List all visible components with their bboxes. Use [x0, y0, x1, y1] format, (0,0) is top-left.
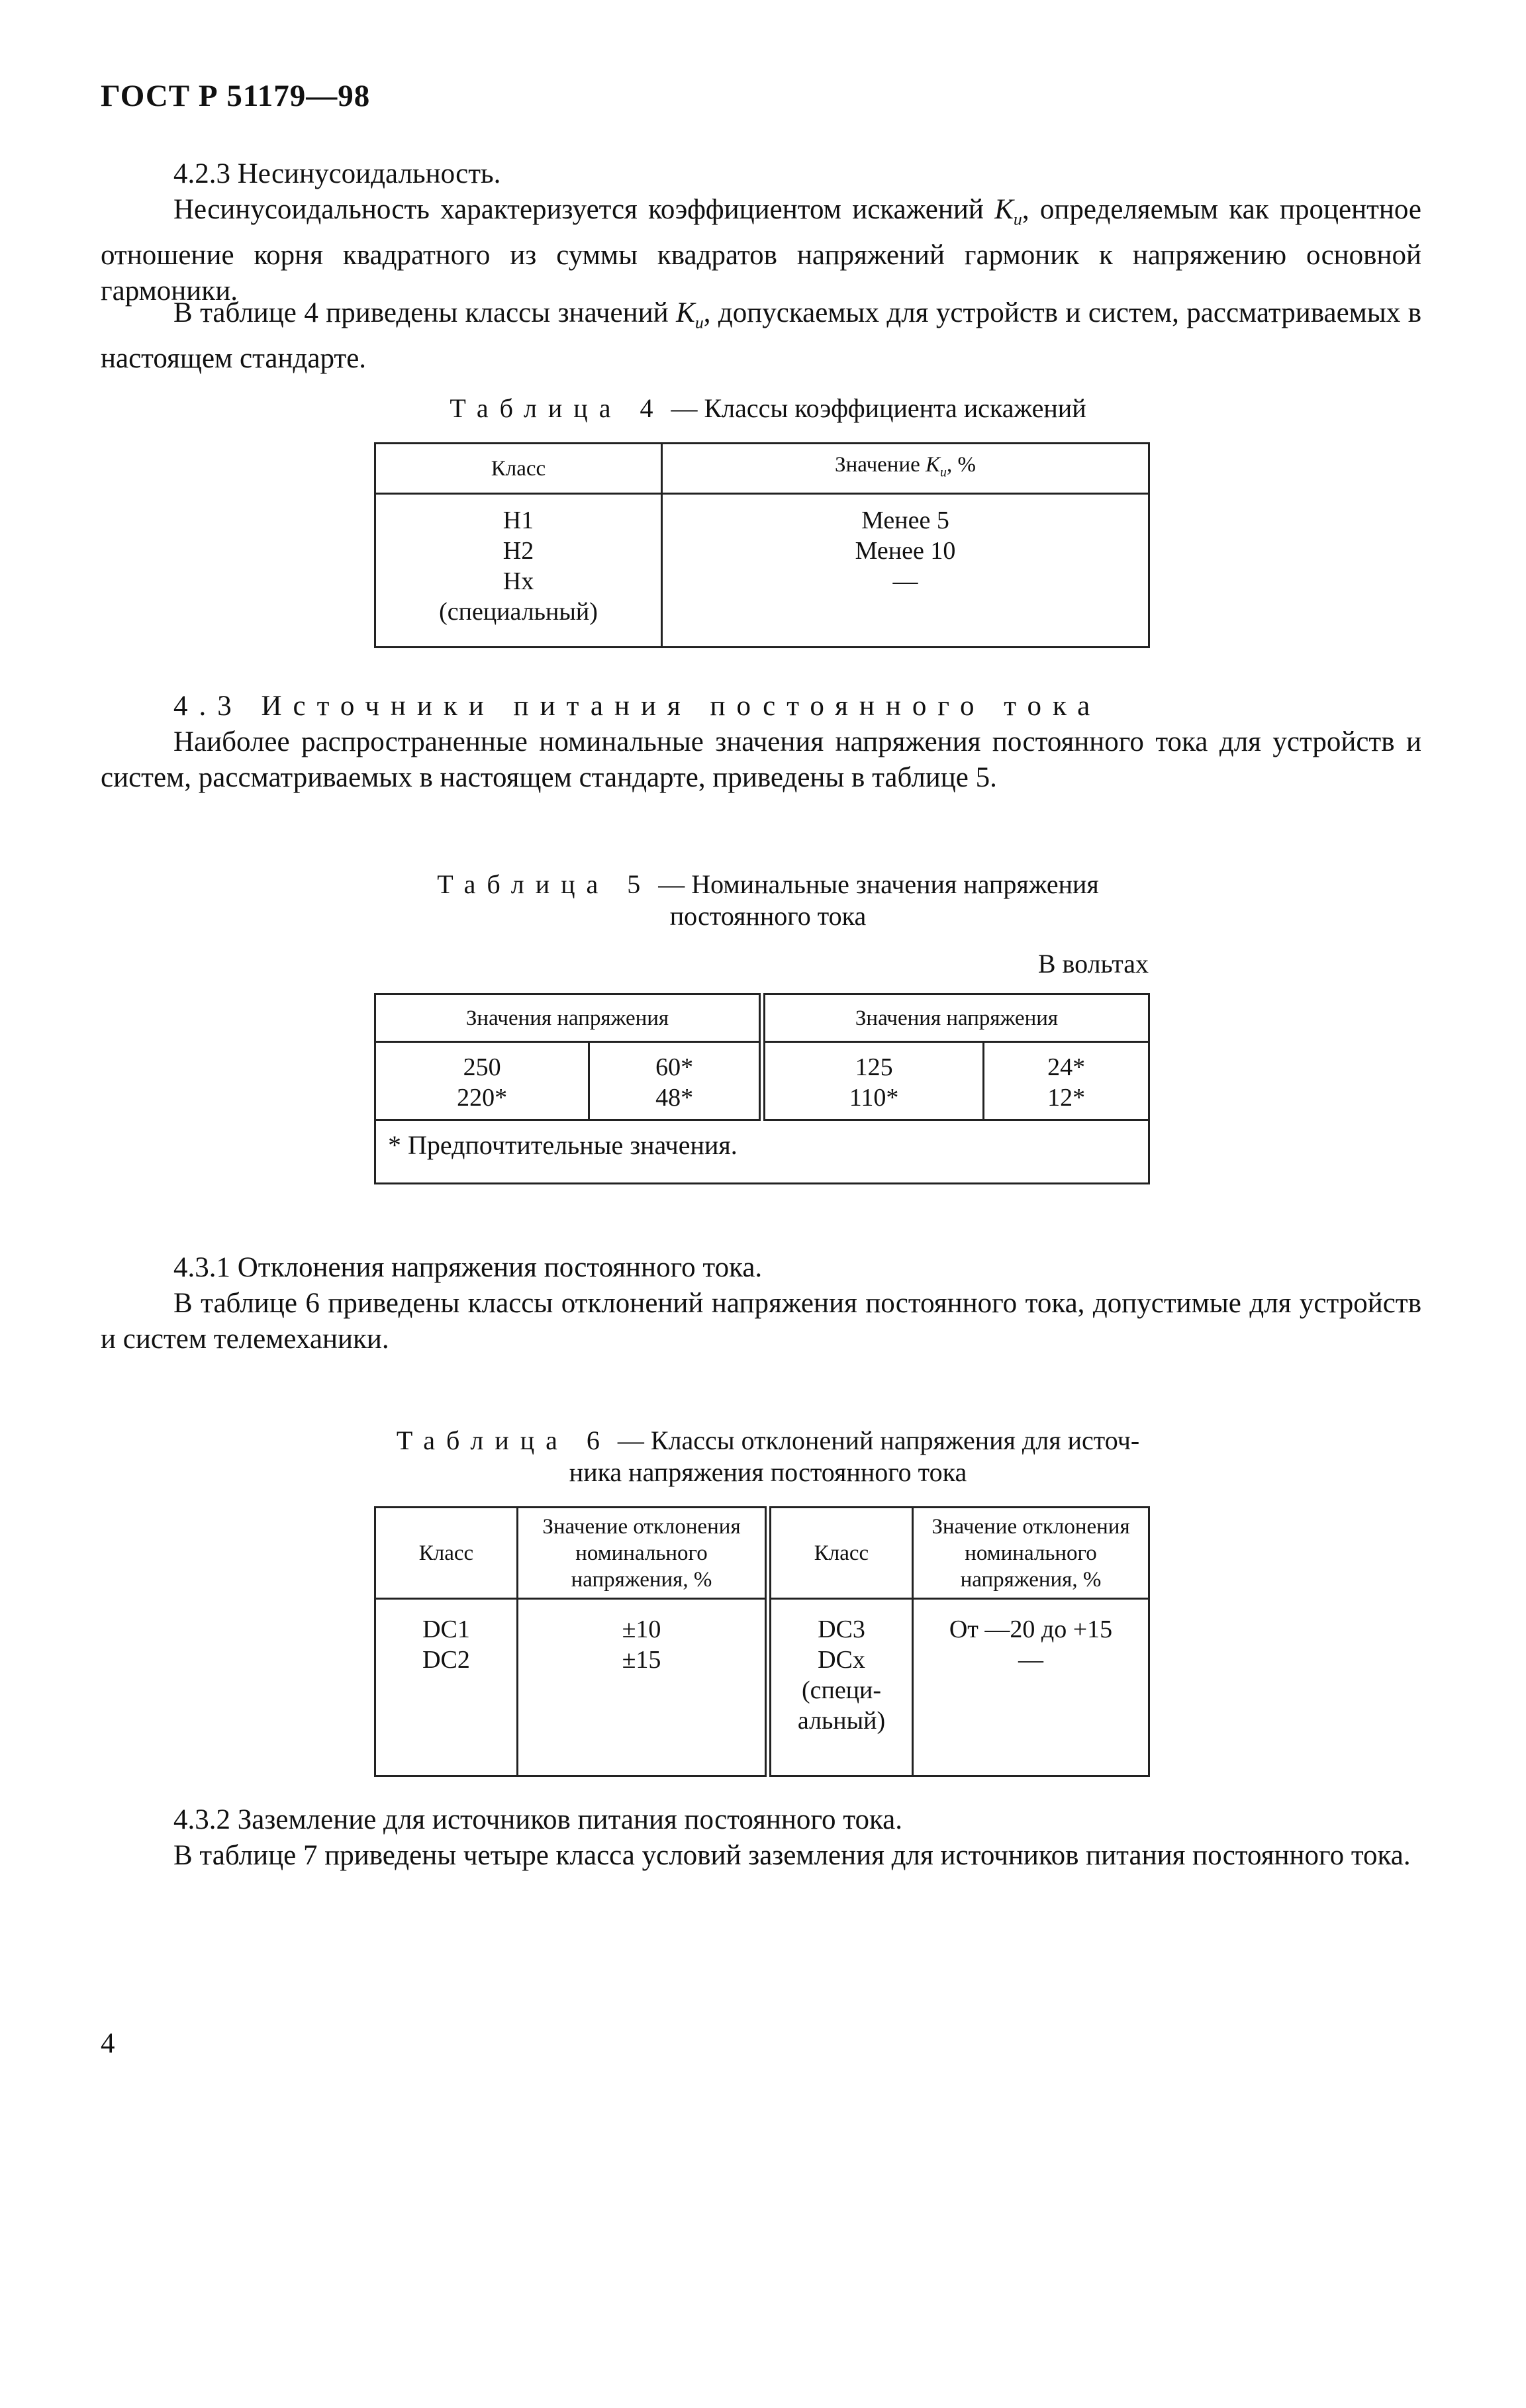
- section-4-3-1-paragraph: В таблице 6 приведены классы отклонений напряжения постоянного тока, допустимые для устройств и систем телемеханики.: [101, 1288, 1421, 1355]
- section-4-3-heading: 4.3 Источники питания постоянного тока: [173, 691, 1102, 722]
- table-6-right-values: От —20 до +15 —: [913, 1599, 1149, 1776]
- section-4-3-2-heading: 4.3.2 Заземление для источников питания постоянного тока.: [173, 1804, 903, 1835]
- table-6-header-value-right: Значение отклонения номинального напряжения, %: [913, 1508, 1149, 1599]
- section-4-2-3-paragraph-2: В таблице 4 приведены классы значений $K_и$, допускаемых для устройств и систем, рассматриваемых в настоящем стандарте.: [101, 297, 1422, 374]
- table-4-caption: Таблица 4 — Классы коэффициента искажений: [450, 393, 1086, 423]
- table-5-footnote: * Предпочтительные значения.: [375, 1120, 1149, 1184]
- table-4-header-value: Значение $K_и$, %: [662, 444, 1149, 494]
- table-6-header-class-left: Класс: [375, 1508, 518, 1599]
- section-4-2-3-paragraph-1: Несинусоидальность характеризуется коэффициентом искажений $K_и$, определяемым как процентное отношение корня квадратного из суммы квадратов напряжений гармоник к напряжению основной гармоники.: [101, 194, 1421, 307]
- table-5-cell-2: 60* 48*: [589, 1042, 762, 1120]
- section-4-3-paragraph: Наиболее распространенные номинальные значения напряжения постоянного тока для устройств и систем, рассматриваемых в настоящем стандарте, приведены в таблице 5.: [101, 726, 1421, 793]
- table-6: [374, 1506, 1150, 1777]
- table-5-cell-1: 250 220*: [375, 1042, 589, 1120]
- table-6-header-value-left: Значение отклонения номинального напряжения, %: [518, 1508, 769, 1599]
- table-6-header-class-right: Класс: [768, 1508, 913, 1599]
- document-header: ГОСТ Р 51179—98: [101, 79, 371, 113]
- table-6-left-classes: DC1 DC2: [375, 1599, 518, 1776]
- table-6-caption: Таблица 6 — Классы отклонений напряжения для источ- ника напряжения постоянного тока: [396, 1425, 1140, 1487]
- table-4-value-cell: Менее 5 Менее 10 —: [662, 494, 1149, 648]
- table-5-header-right: Значения напряжения: [762, 994, 1149, 1042]
- table-6-right-classes: DC3 DCx (специ- альный): [768, 1599, 913, 1776]
- table-5-caption: Таблица 5 — Номинальные значения напряжения постоянного тока: [437, 869, 1099, 931]
- section-4-3-2-paragraph: В таблице 7 приведены четыре класса условий заземления для источников питания постоянного тока.: [173, 1840, 1411, 1871]
- table-5-units: В вольтах: [1037, 949, 1149, 979]
- table-5-cell-3: 125 110*: [762, 1042, 984, 1120]
- table-4: [374, 442, 1150, 648]
- table-5-header-left: Значения напряжения: [375, 994, 762, 1042]
- table-5-cell-4: 24* 12*: [984, 1042, 1149, 1120]
- section-4-3-1-heading: 4.3.1 Отклонения напряжения постоянного тока.: [173, 1252, 763, 1283]
- page-number: 4: [101, 2028, 115, 2059]
- table-4-header-class: Класс: [375, 444, 662, 494]
- table-5: [374, 993, 1150, 1184]
- k-symbol: $K_и$: [676, 297, 704, 332]
- section-4-2-3-heading: 4.2.3 Несинусоидальность.: [173, 158, 501, 189]
- table-4-class-cell: H1 H2 Hx (специальный): [375, 494, 662, 648]
- table-6-left-values: ±10 ±15: [518, 1599, 769, 1776]
- k-symbol: $K_и$: [994, 194, 1022, 229]
